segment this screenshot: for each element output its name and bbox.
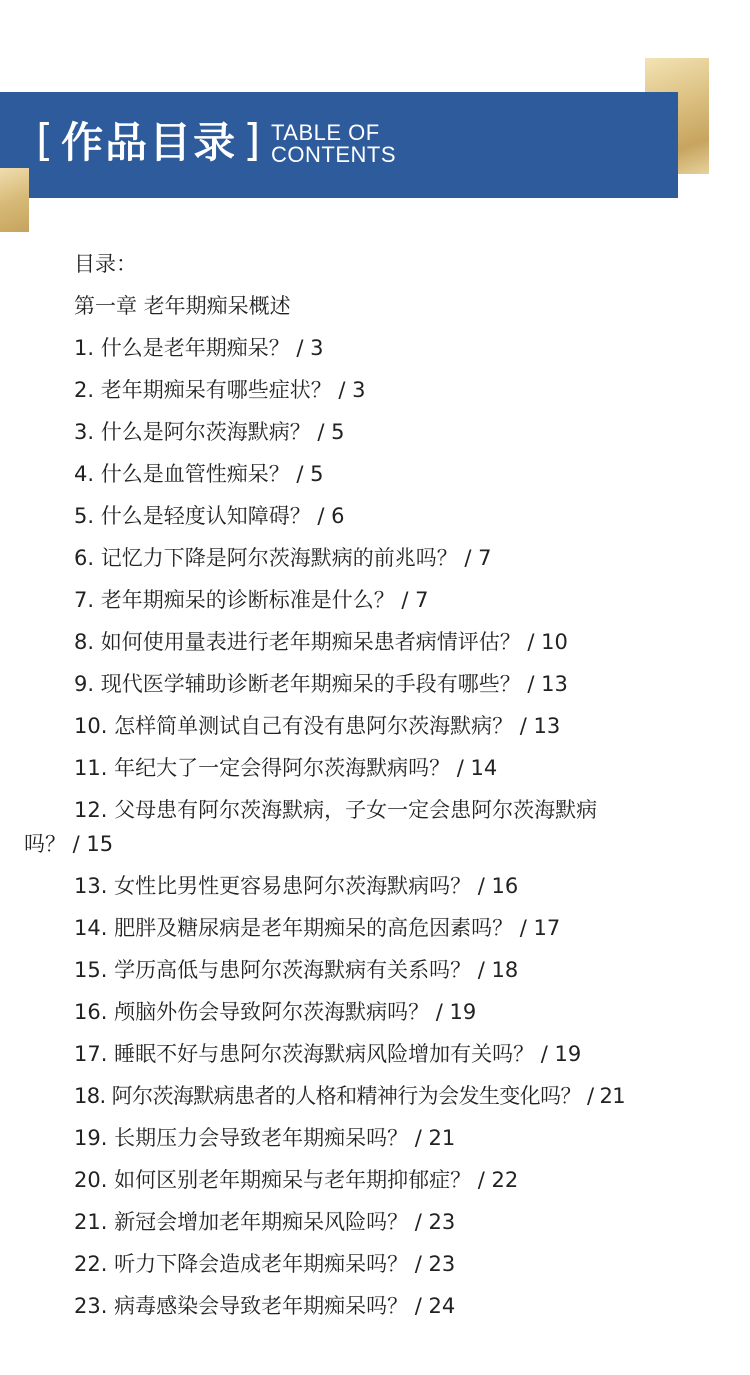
toc-item-13[interactable]: 13. 女性比男性更容易患阿尔茨海默病吗？ / 16: [74, 874, 519, 898]
bracket-open: [: [36, 114, 56, 166]
gold-accent-left: [0, 168, 29, 232]
toc-item-10[interactable]: 10. 怎样简单测试自己有没有患阿尔茨海默病？ / 13: [74, 714, 561, 738]
toc-item-22[interactable]: 22. 听力下降会造成老年期痴呆吗？ / 23: [74, 1252, 456, 1276]
toc-item-14[interactable]: 14. 肥胖及糖尿病是老年期痴呆的高危因素吗？ / 17: [74, 916, 561, 940]
toc-item-17[interactable]: 17. 睡眠不好与患阿尔茨海默病风险增加有关吗？ / 19: [74, 1042, 582, 1066]
toc-item-16[interactable]: 16. 颅脑外伤会导致阿尔茨海默病吗？ / 19: [74, 1000, 477, 1024]
banner-title: [36, 114, 262, 166]
toc-item-20[interactable]: 20. 如何区别老年期痴呆与老年期抑郁症？ / 22: [74, 1168, 519, 1192]
banner-subtitle: [271, 122, 396, 166]
toc-item-23[interactable]: 23. 病毒感染会导致老年期痴呆吗？ / 24: [74, 1294, 456, 1318]
toc-item-12-line2: 吗？ / 15: [24, 832, 114, 856]
chapter-title: 第一章 老年期痴呆概述: [74, 294, 291, 318]
toc-item-4[interactable]: 4. 什么是血管性痴呆？ / 5: [74, 462, 324, 486]
toc-item-2[interactable]: 2. 老年期痴呆有哪些症状？ / 3: [74, 378, 366, 402]
toc-item-15[interactable]: 15. 学历高低与患阿尔茨海默病有关系吗？ / 18: [74, 958, 519, 982]
toc-item-8[interactable]: 8. 如何使用量表进行老年期痴呆患者病情评估？ / 10: [74, 630, 568, 654]
toc-item-12-line1: 12. 父母患有阿尔茨海默病，子女一定会患阿尔茨海默病: [74, 798, 598, 822]
toc-item-6[interactable]: 6. 记忆力下降是阿尔茨海默病的前兆吗？ / 7: [74, 546, 492, 570]
toc-heading: 目录：: [74, 252, 137, 276]
toc-item-21[interactable]: 21. 新冠会增加老年期痴呆风险吗？ / 23: [74, 1210, 456, 1234]
toc-item-1[interactable]: 1. 什么是老年期痴呆？ / 3: [74, 336, 324, 360]
table-of-contents: [0, 243, 750, 1327]
toc-item-18[interactable]: 18. 阿尔茨海默病患者的人格和精神行为会发生变化吗？ / 21: [74, 1084, 626, 1108]
toc-item-9[interactable]: 9. 现代医学辅助诊断老年期痴呆的手段有哪些？ / 13: [74, 672, 568, 696]
toc-item-19[interactable]: 19. 长期压力会导致老年期痴呆吗？ / 21: [74, 1126, 456, 1150]
toc-item-5[interactable]: 5. 什么是轻度认知障碍？ / 6: [74, 504, 345, 528]
toc-item-11[interactable]: 11. 年纪大了一定会得阿尔茨海默病吗？ / 14: [74, 756, 498, 780]
toc-item-12[interactable]: [0, 789, 750, 865]
banner-title-text: 作品目录: [61, 118, 238, 167]
banner-subtitle-line1: TABLE OF: [271, 120, 380, 145]
toc-item-3[interactable]: 3. 什么是阿尔茨海默病？ / 5: [74, 420, 345, 444]
title-banner: [0, 92, 678, 198]
banner-subtitle-line2: CONTENTS: [271, 142, 396, 167]
toc-item-7[interactable]: 7. 老年期痴呆的诊断标准是什么？ / 7: [74, 588, 429, 612]
bracket-close: ]: [243, 114, 263, 166]
